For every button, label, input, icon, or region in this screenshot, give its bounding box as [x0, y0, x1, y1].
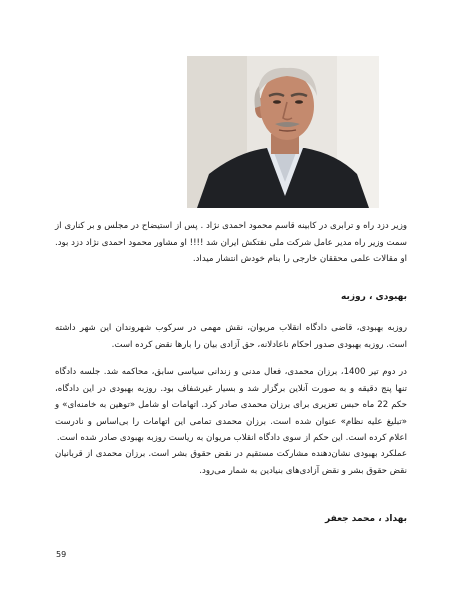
section-heading-behdad: بهداد ، محمد جعفر [325, 514, 407, 524]
portrait-photo [187, 56, 379, 208]
behboodi-paragraph-1: روزبه بهبودی، قاضی دادگاه انقلاب مریوان، نقش مهمی در سرکوب شهروندان این شهر داشته است. روزبه بهبودی صدور احکام ناعادلانه، حق آزادی بیان را بارها نقض کرده است. [55, 323, 407, 350]
behboodi-paragraph-3: عملکرد بهبودی نشان‌دهنده مشارکت مستقیم در نقض حقوق بشر است. برزان محمدی از قربانیان نقض حقوق بشر و نقض آزادی‌های بنیادین به شمار می‌رود. [55, 449, 407, 476]
portrait-illustration [187, 56, 379, 208]
behboodi-paragraph-2: در دوم تیر 1400، برزان محمدی، فعال مدنی و زندانی سیاسی سابق، محاکمه شد. جلسه دادگاه تنها پنج دقیقه و به صورت آنلاین برگزار شد و بسیار غیرشفاف بود. روزبه بهبودی در این دادگاه، حکم 22 ماه حبس تعزیری برای برزان محمدی صادر کرد. اتهامات او شامل «توهین به خامنه‌ای» و «تبلیغ علیه نظام» عنوان شده است. برزان محمدی تمامی این اتهامات را بی‌اساس و نادرست اعلام کرده است. این حکم از سوی دادگاه انقلاب مریوان به ریاست روزبه بهبودی صادر شده است. [55, 367, 407, 443]
page-number: 59 [56, 550, 67, 559]
intro-paragraph: وزیر دزد راه و ترابری در کابینه قاسم محمود احمدی نژاد . پس از استیضاح در مجلس و بر کناری از سمت وزیر راه مدیر عامل شرکت ملی نفتکش ایران شد !!!! او مشاور محمود احمدی نژاد دزد بود. او مقالات علمی محققان خارجی را بنام خودش انتشار میداد. [54, 221, 407, 264]
section-heading-behboodi: بهبودی ، روزبه [341, 292, 407, 302]
